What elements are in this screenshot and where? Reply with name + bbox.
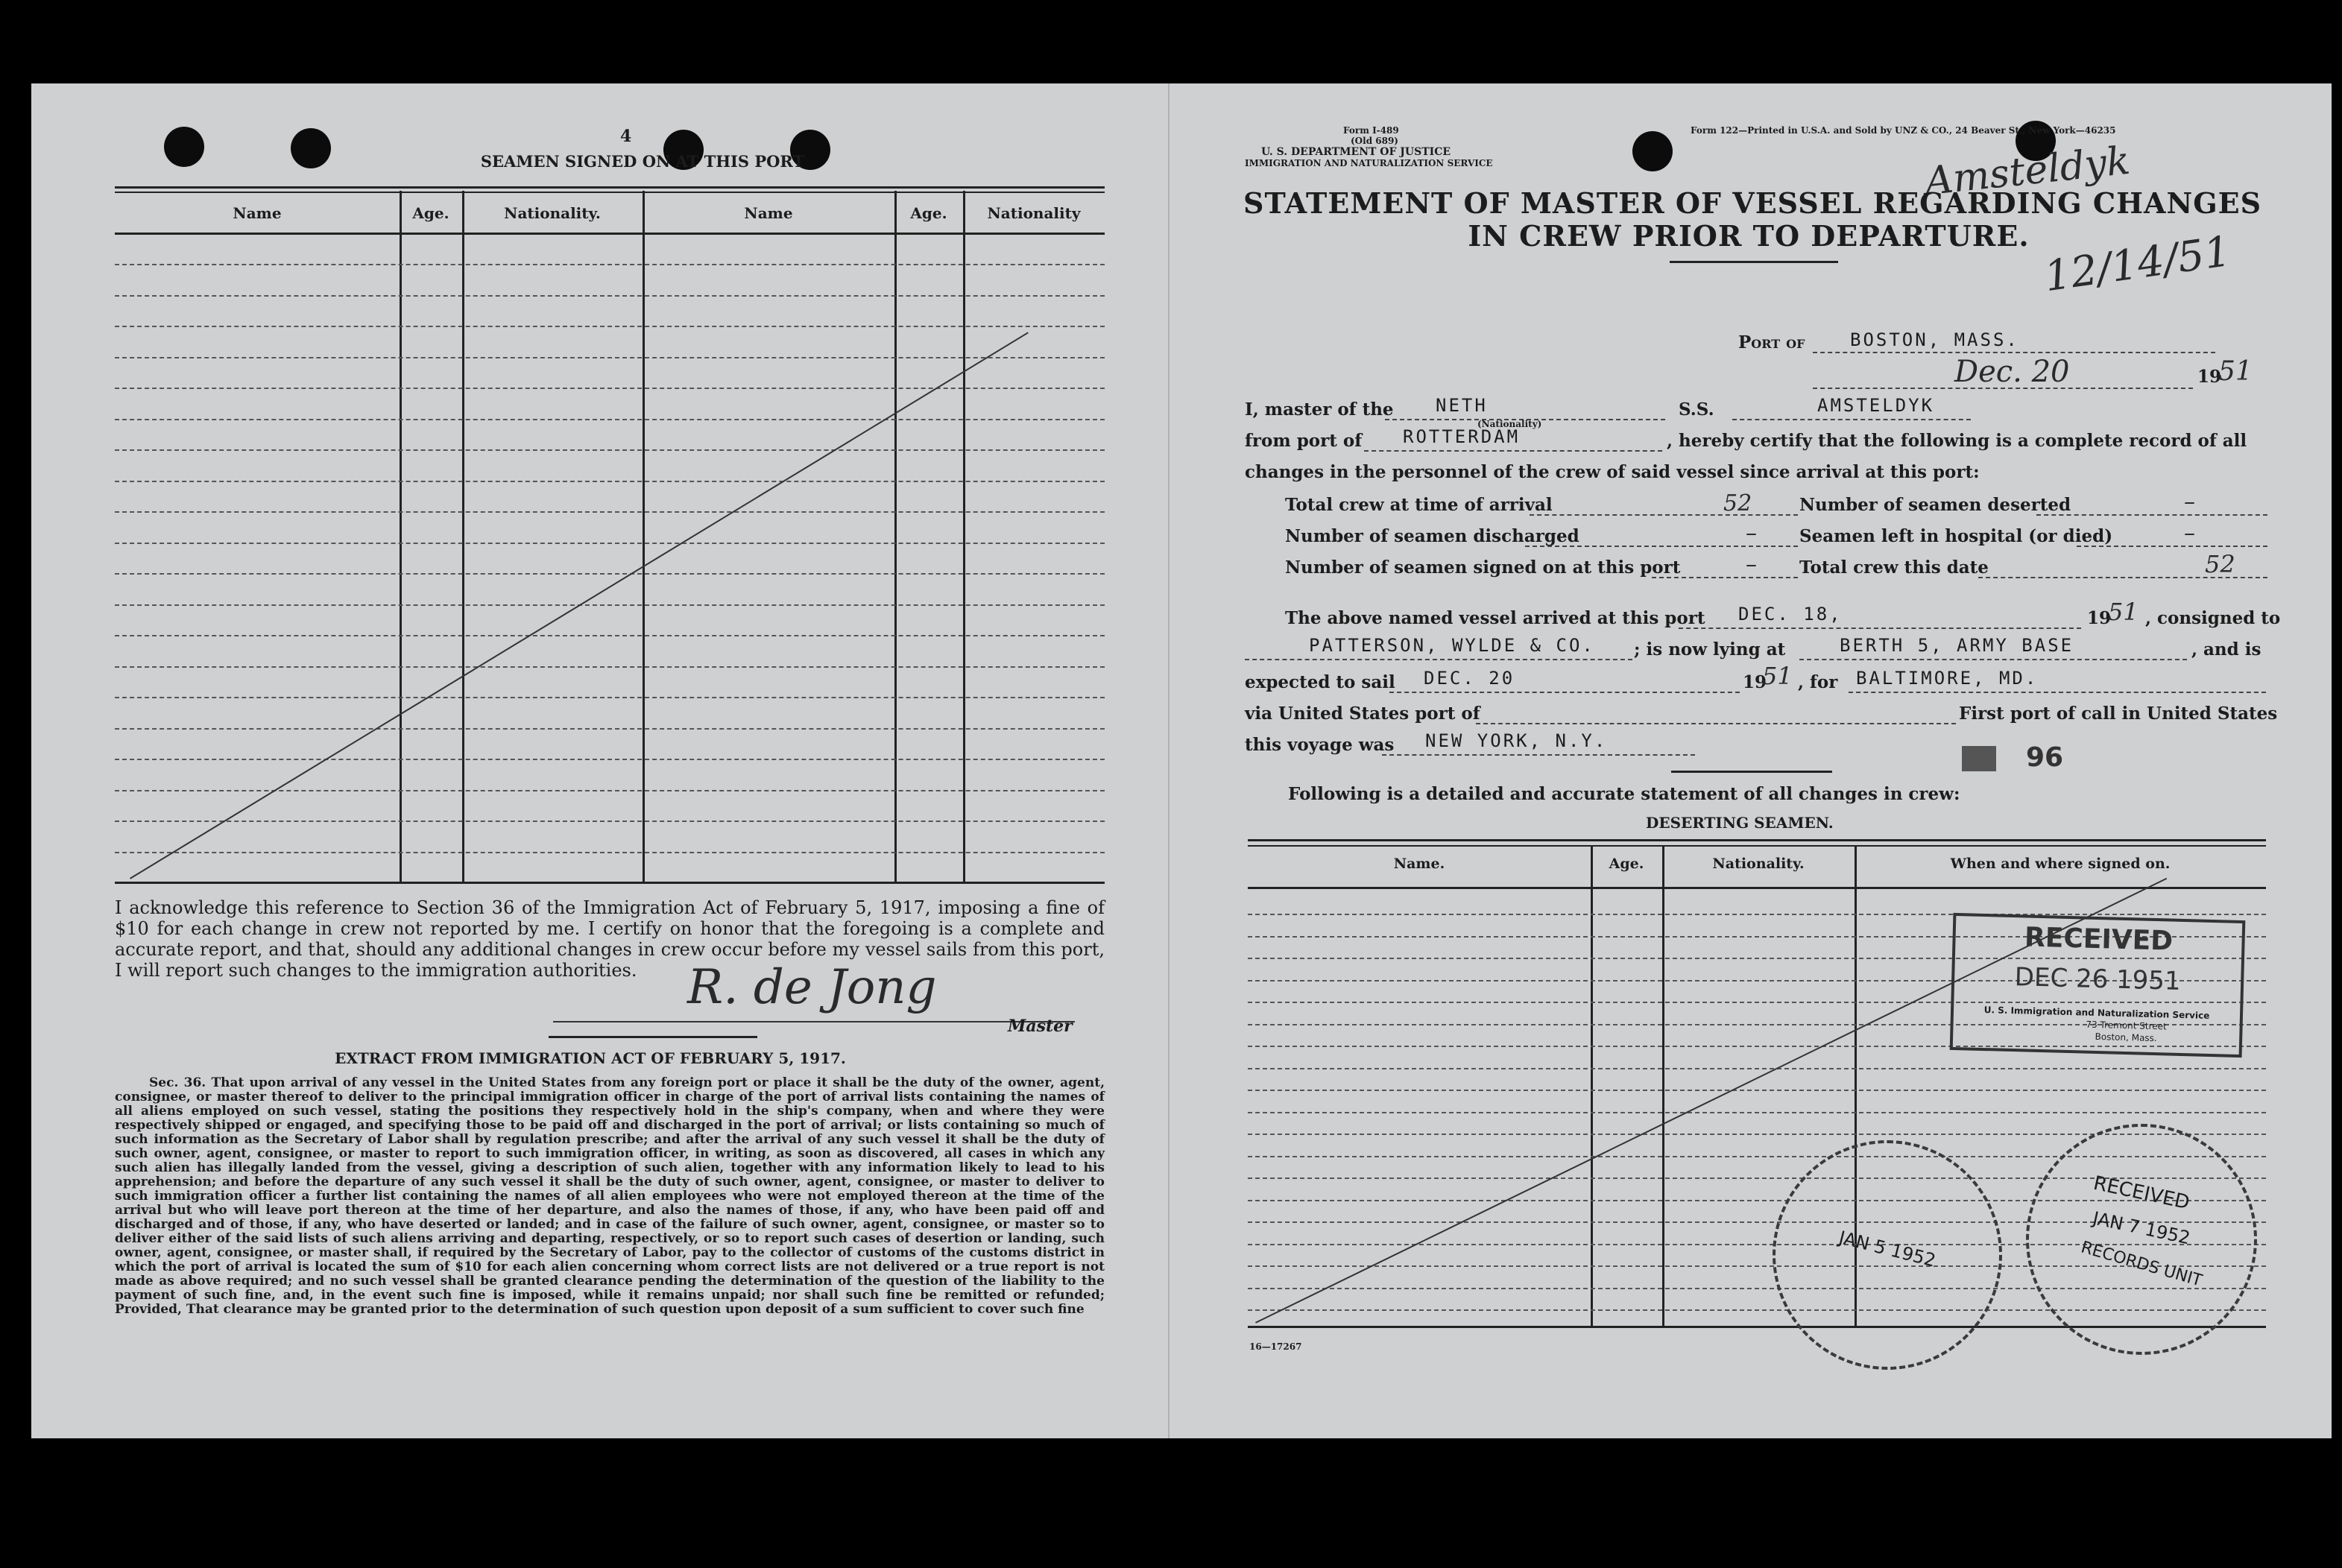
arrived-year: 51 bbox=[2108, 598, 2139, 626]
signed-on-value: – bbox=[1746, 551, 1757, 578]
voyage-value: NEW YORK, N.Y. bbox=[1425, 730, 1608, 751]
handwritten-date-note: 12/14/51 bbox=[2041, 227, 2234, 302]
deserting-col-name: Name. bbox=[1393, 856, 1445, 872]
form-title-line1: STATEMENT OF MASTER OF VESSEL REGARDING CHANGES bbox=[1243, 186, 2262, 220]
master-label: Master bbox=[1008, 1017, 1073, 1036]
table-row bbox=[115, 852, 1105, 853]
signed-on-table bbox=[115, 186, 1105, 884]
form-title-line2: IN CREW PRIOR TO DEPARTURE. bbox=[1468, 219, 2030, 253]
received-stamp-line3: Boston, Mass. bbox=[2095, 1031, 2157, 1044]
destination-value: BALTIMORE, MD. bbox=[1856, 668, 2039, 689]
certify-text: , hereby certify that the following is a complete record of all bbox=[1667, 431, 2247, 451]
sail-value: DEC. 20 bbox=[1424, 668, 1515, 689]
consigned-label: , consigned to bbox=[2145, 608, 2281, 628]
deserted-value: – bbox=[2184, 489, 2195, 515]
deserting-col-age: Age. bbox=[1609, 856, 1644, 872]
arrived-year-prefix: 19 bbox=[2087, 608, 2112, 628]
punch-hole bbox=[164, 127, 204, 167]
round-stamp-2-date: JAN 7 1952 bbox=[2091, 1207, 2192, 1249]
from-port-value: ROTTERDAM bbox=[1403, 426, 1521, 447]
table-row bbox=[115, 419, 1105, 420]
table-row bbox=[115, 388, 1105, 389]
year-prefix: 19 bbox=[2197, 367, 2222, 387]
agency-sub: IMMIGRATION AND NATURALIZATION SERVICE bbox=[1245, 158, 1493, 168]
master-signature: R. de Jong bbox=[687, 960, 937, 1015]
sail-year-prefix: 19 bbox=[1743, 672, 1767, 692]
punch-hole bbox=[291, 128, 331, 168]
col-header-name: Name bbox=[233, 204, 282, 222]
page-fold bbox=[1168, 83, 1170, 1438]
lying-label: ; is now lying at bbox=[1634, 639, 1786, 660]
arrived-label: The above named vessel arrived at this port bbox=[1285, 608, 1705, 628]
table-row bbox=[115, 449, 1105, 451]
total-crew-arrival-label: Total crew at time of arrival bbox=[1285, 495, 1553, 515]
table-row bbox=[115, 666, 1105, 668]
table-row bbox=[115, 326, 1105, 327]
total-crew-arrival-value: 52 bbox=[1723, 490, 1752, 516]
table-row bbox=[1248, 1068, 2266, 1069]
received-stamp-title: RECEIVED bbox=[2024, 922, 2174, 957]
table-row bbox=[115, 264, 1105, 265]
round-stamp-2-unit: RECORDS UNIT bbox=[2079, 1238, 2204, 1291]
deserting-col-nationality: Nationality. bbox=[1712, 856, 1805, 872]
hospital-label: Seamen left in hospital (or died) bbox=[1799, 526, 2113, 546]
round-stamp-1-date: JAN 5 1952 bbox=[1837, 1227, 1938, 1271]
first-port-label: First port of call in United States bbox=[1959, 704, 2278, 724]
date-value: Dec. 20 bbox=[1954, 355, 2070, 389]
total-crew-date-value: 52 bbox=[2205, 550, 2235, 578]
table-row bbox=[115, 728, 1105, 730]
year-suffix: 51 bbox=[2218, 356, 2253, 387]
form-old-number: (Old 689) bbox=[1351, 136, 1398, 146]
col-header-name-2: Name bbox=[744, 204, 793, 222]
for-label: , for bbox=[1798, 672, 1838, 692]
following-text: Following is a detailed and accurate statement of all changes in crew: bbox=[1288, 784, 1960, 804]
footer-code: 16—17267 bbox=[1249, 1341, 1302, 1352]
stamp-number: 96 bbox=[1962, 742, 2063, 773]
consignee-value: PATTERSON, WYLDE & CO. bbox=[1309, 635, 1595, 656]
form-number: Form I-489 bbox=[1343, 125, 1399, 136]
received-stamp-date: DEC 26 1951 bbox=[2014, 962, 2182, 996]
port-value: BOSTON, MASS. bbox=[1850, 329, 2019, 350]
table-row bbox=[1248, 1090, 2266, 1091]
ss-label: S.S. bbox=[1679, 399, 1714, 420]
col-header-nationality-2: Nationality bbox=[987, 204, 1081, 222]
and-is-label: , and is bbox=[2191, 639, 2261, 660]
handwritten-vessel-note: Amsteldyk bbox=[1922, 138, 2133, 205]
table-row bbox=[115, 759, 1105, 760]
table-row bbox=[115, 604, 1105, 606]
master-of-label: I, master of the bbox=[1245, 399, 1394, 420]
table-row bbox=[115, 543, 1105, 544]
extract-title: EXTRACT FROM IMMIGRATION ACT OF FEBRUARY 5, 1917. bbox=[335, 1049, 846, 1067]
col-header-nationality: Nationality. bbox=[504, 204, 601, 222]
round-stamp-2 bbox=[2026, 1124, 2257, 1355]
signed-on-label: Number of seamen signed on at this port bbox=[1285, 557, 1681, 578]
table-row bbox=[1248, 914, 2266, 915]
table-row bbox=[115, 697, 1105, 698]
received-stamp bbox=[1950, 913, 2246, 1058]
received-stamp-line1: U. S. Immigration and Naturalization Service bbox=[1983, 1005, 2210, 1021]
vessel-value: AMSTELDYK bbox=[1817, 395, 1935, 416]
printer-note: Form 122—Printed in U.S.A. and Sold by UNZ & CO., 24 Beaver St., New York—46235 bbox=[1691, 125, 2116, 136]
agency: U. S. DEPARTMENT OF JUSTICE bbox=[1261, 146, 1451, 158]
table-row bbox=[115, 821, 1105, 822]
table-row bbox=[115, 295, 1105, 297]
total-crew-date-label: Total crew this date bbox=[1799, 557, 1989, 578]
deserted-label: Number of seamen deserted bbox=[1799, 495, 2071, 515]
deserting-title: DESERTING SEAMEN. bbox=[1646, 814, 1834, 832]
page-number: 4 bbox=[620, 127, 632, 146]
table-row bbox=[115, 481, 1105, 482]
hospital-value: – bbox=[2184, 520, 2195, 546]
deserting-col-when-where: When and where signed on. bbox=[1950, 856, 2171, 872]
expected-label: expected to sail bbox=[1245, 672, 1395, 692]
extract-text: Sec. 36. That upon arrival of any vessel in the United States from any foreign port or place it shall be the duty of the owner, agent, consignee, or master thereof to deliver to the principal immigration officer in charge of the port of arrival lists containing the names of all aliens employed on such vessel, stating the positions they respectively hold in the ship's company, when and where they were respectively shipped or engaged, and specifying those to be paid off and discharged in the port of arrival; or lists containing so much of such information as the Secretary of Labor shall by regulation prescribe; and after the arrival of any such vessel it shall be the duty of such owner, agent, consignee, or master to report to such immigration officer, in writing, as soon as discovered, all cases in which any such alien has illegally landed from the vessel, giving a description of such alien, together with any information likely to lead to his apprehension; and before the departure of any such vessel it shall be the duty of such owner, agent, consignee, or master to deliver to such immigration officer a further list containing the names of all alien employees who were not employed thereon at the time of the arrival but who will leave port thereon at the time of her departure, and also the names of those, if any, who have been paid off and discharged and of those, if any, who have deserted or landed; and in case of the failure of such owner, agent, consignee, or master so to deliver either of the said lists of such aliens arriving and departing, respectively, or so to report such cases of desertion or landing, such owner, agent, consignee, or master shall, if required by the Secretary of Labor, pay to the collector of customs of the customs district in which the port of arrival is located the sum of $10 for each alien concerning whom correct lists are not delivered or a true report is not made as above required; and no such vessel shall be granted clearance pending the determination of the question of the liability to the payment of such fine, and, in the event such fine is imposed, while it remains unpaid; nor shall such fine be remitted or refunded; Provided, That clearance may be granted prior to the determination of such question upon deposit of a sum sufficient to cover such fine bbox=[115, 1075, 1105, 1317]
berth-value: BERTH 5, ARMY BASE bbox=[1840, 635, 2074, 656]
this-voyage-label: this voyage was bbox=[1245, 735, 1395, 755]
nationality-value: NETH bbox=[1436, 395, 1488, 416]
round-stamp-1 bbox=[1773, 1140, 2002, 1370]
punch-hole bbox=[1632, 131, 1673, 171]
nationality-caption: (Nationality) bbox=[1477, 419, 1542, 429]
col-header-age: Age. bbox=[412, 204, 449, 222]
section-title: SEAMEN SIGNED ON AT THIS PORT bbox=[480, 152, 805, 171]
table-row bbox=[115, 511, 1105, 513]
cancel-diagonal bbox=[130, 332, 1029, 879]
sail-year: 51 bbox=[1762, 662, 1793, 690]
from-port-label: from port of bbox=[1245, 431, 1363, 451]
table-row bbox=[115, 573, 1105, 575]
table-row bbox=[1248, 1112, 2266, 1113]
via-label: via United States port of bbox=[1245, 704, 1480, 724]
received-stamp-line2: 73 Tremont Street bbox=[2086, 1019, 2167, 1032]
arrived-value: DEC. 18, bbox=[1738, 604, 1843, 625]
document-sheet bbox=[31, 83, 2332, 1438]
table-row bbox=[115, 357, 1105, 358]
port-label: Port of bbox=[1738, 332, 1805, 353]
acknowledgement-text: I acknowledge this reference to Section 36 of the Immigration Act of February 5, 1917, imposing a fine of $10 for each change in crew not reported by me. I certify on honor that the foregoing is a complete and accurate report, and that, should any additional changes in crew occur before my vessel sails from this port, I will report such changes to the immigration authorities. bbox=[115, 897, 1105, 981]
table-row bbox=[115, 635, 1105, 636]
table-row bbox=[115, 790, 1105, 791]
changes-text: changes in the personnel of the crew of said vessel since arrival at this port: bbox=[1245, 462, 1980, 482]
discharged-value: – bbox=[1746, 520, 1757, 546]
round-stamp-2-title: RECEIVED bbox=[2091, 1172, 2192, 1215]
col-header-age-2: Age. bbox=[910, 204, 947, 222]
discharged-label: Number of seamen discharged bbox=[1285, 526, 1579, 546]
